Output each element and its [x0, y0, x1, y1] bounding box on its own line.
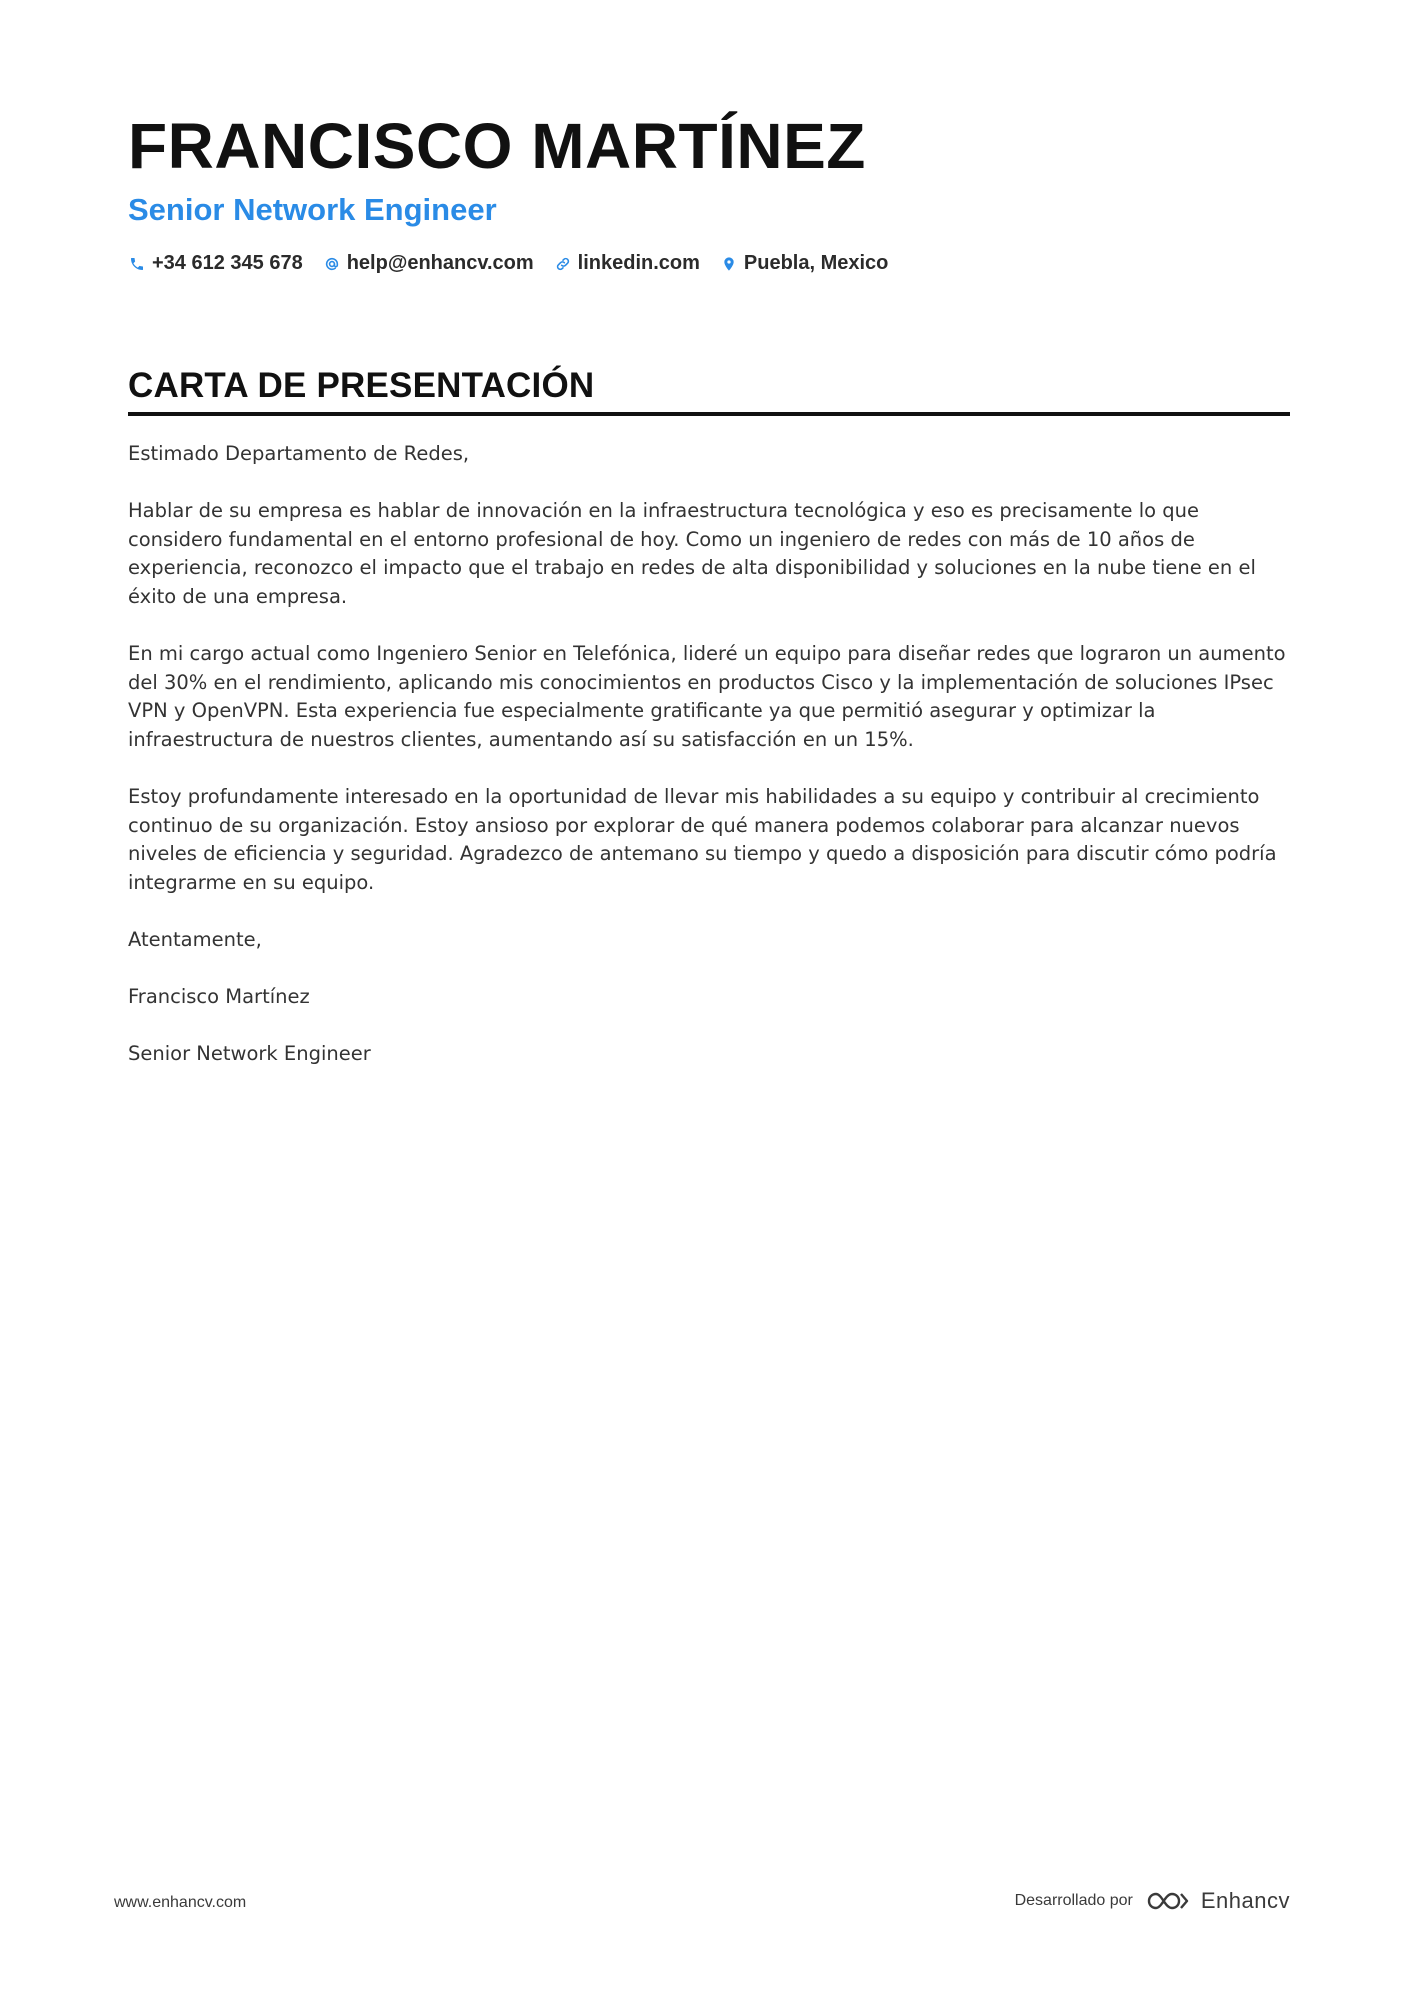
contact-phone — [128, 252, 303, 275]
job-title: Senior Network Engineer — [128, 192, 497, 227]
paragraph-2: En mi cargo actual como Ingeniero Senior en Telefónica, lideré un equipo para diseñar redes que lograron un aumento del 30% en el rendimiento, aplicando mis conocimientos en productos Cisco y la implementación de soluciones IPsec VPN y OpenVPN. Esta experiencia fue especialmente gratificante ya que permitió asegurar y optimizar la infraestructura de nuestros clientes, aumentando así su satisfacción en un 15%. — [128, 642, 1286, 751]
section-header — [128, 362, 1290, 416]
signature-name: Francisco Martínez — [128, 985, 310, 1009]
link-icon — [554, 255, 572, 273]
footer-branding — [1015, 1888, 1290, 1914]
paragraph-1: Hablar de su empresa es hablar de innovación en la infraestructura tecnológica y eso es precisamente lo que considero fundamental en el entorno profesional de hoy. Como un ingeniero de redes con más de 10 años de experiencia, reconozco el impacto que el trabajo en redes de alta disponibilidad y soluciones en la nube tiene en el éxito de una empresa. — [128, 499, 1256, 608]
contact-email[interactable] — [323, 252, 534, 275]
phone-number: +34 612 345 678 — [152, 252, 303, 274]
brand-name: Enhancv — [1200, 1888, 1290, 1913]
section-title: CARTA DE PRESENTACIÓN — [128, 366, 595, 405]
enhancv-logo-icon — [1145, 1888, 1193, 1914]
letter-body — [128, 440, 1290, 1098]
contact-bar — [128, 252, 1288, 275]
signature-title: Senior Network Engineer — [128, 1042, 371, 1066]
contact-location — [720, 252, 889, 275]
phone-icon — [128, 255, 146, 273]
header — [128, 108, 1288, 275]
at-icon — [323, 255, 341, 273]
section-divider — [128, 412, 1290, 416]
greeting: Estimado Departamento de Redes, — [128, 442, 470, 465]
paragraph-3: Estoy profundamente interesado en la oportunidad de llevar mis habilidades a su equipo y contribuir al crecimiento continuo de su organización. Estoy ansioso por explorar de qué manera podemos colaborar para alcanzar nuevos niveles de eficiencia y seguridad. Agradezco de antemano su tiempo y quedo a disposición para discutir cómo podría integrarme en su equipo. — [128, 785, 1277, 894]
location-text: Puebla, Mexico — [743, 252, 889, 274]
linkedin-link[interactable]: linkedin.com — [577, 252, 700, 274]
location-pin-icon — [720, 255, 738, 273]
contact-linkedin[interactable] — [554, 252, 700, 275]
closing: Atentamente, — [128, 928, 262, 952]
email-address[interactable]: help@enhancv.com — [346, 252, 534, 274]
candidate-name: FRANCISCO MARTÍNEZ — [128, 110, 866, 182]
footer-website[interactable]: www.enhancv.com — [114, 1894, 247, 1911]
built-with-label: Desarrollado por — [1014, 1892, 1133, 1909]
